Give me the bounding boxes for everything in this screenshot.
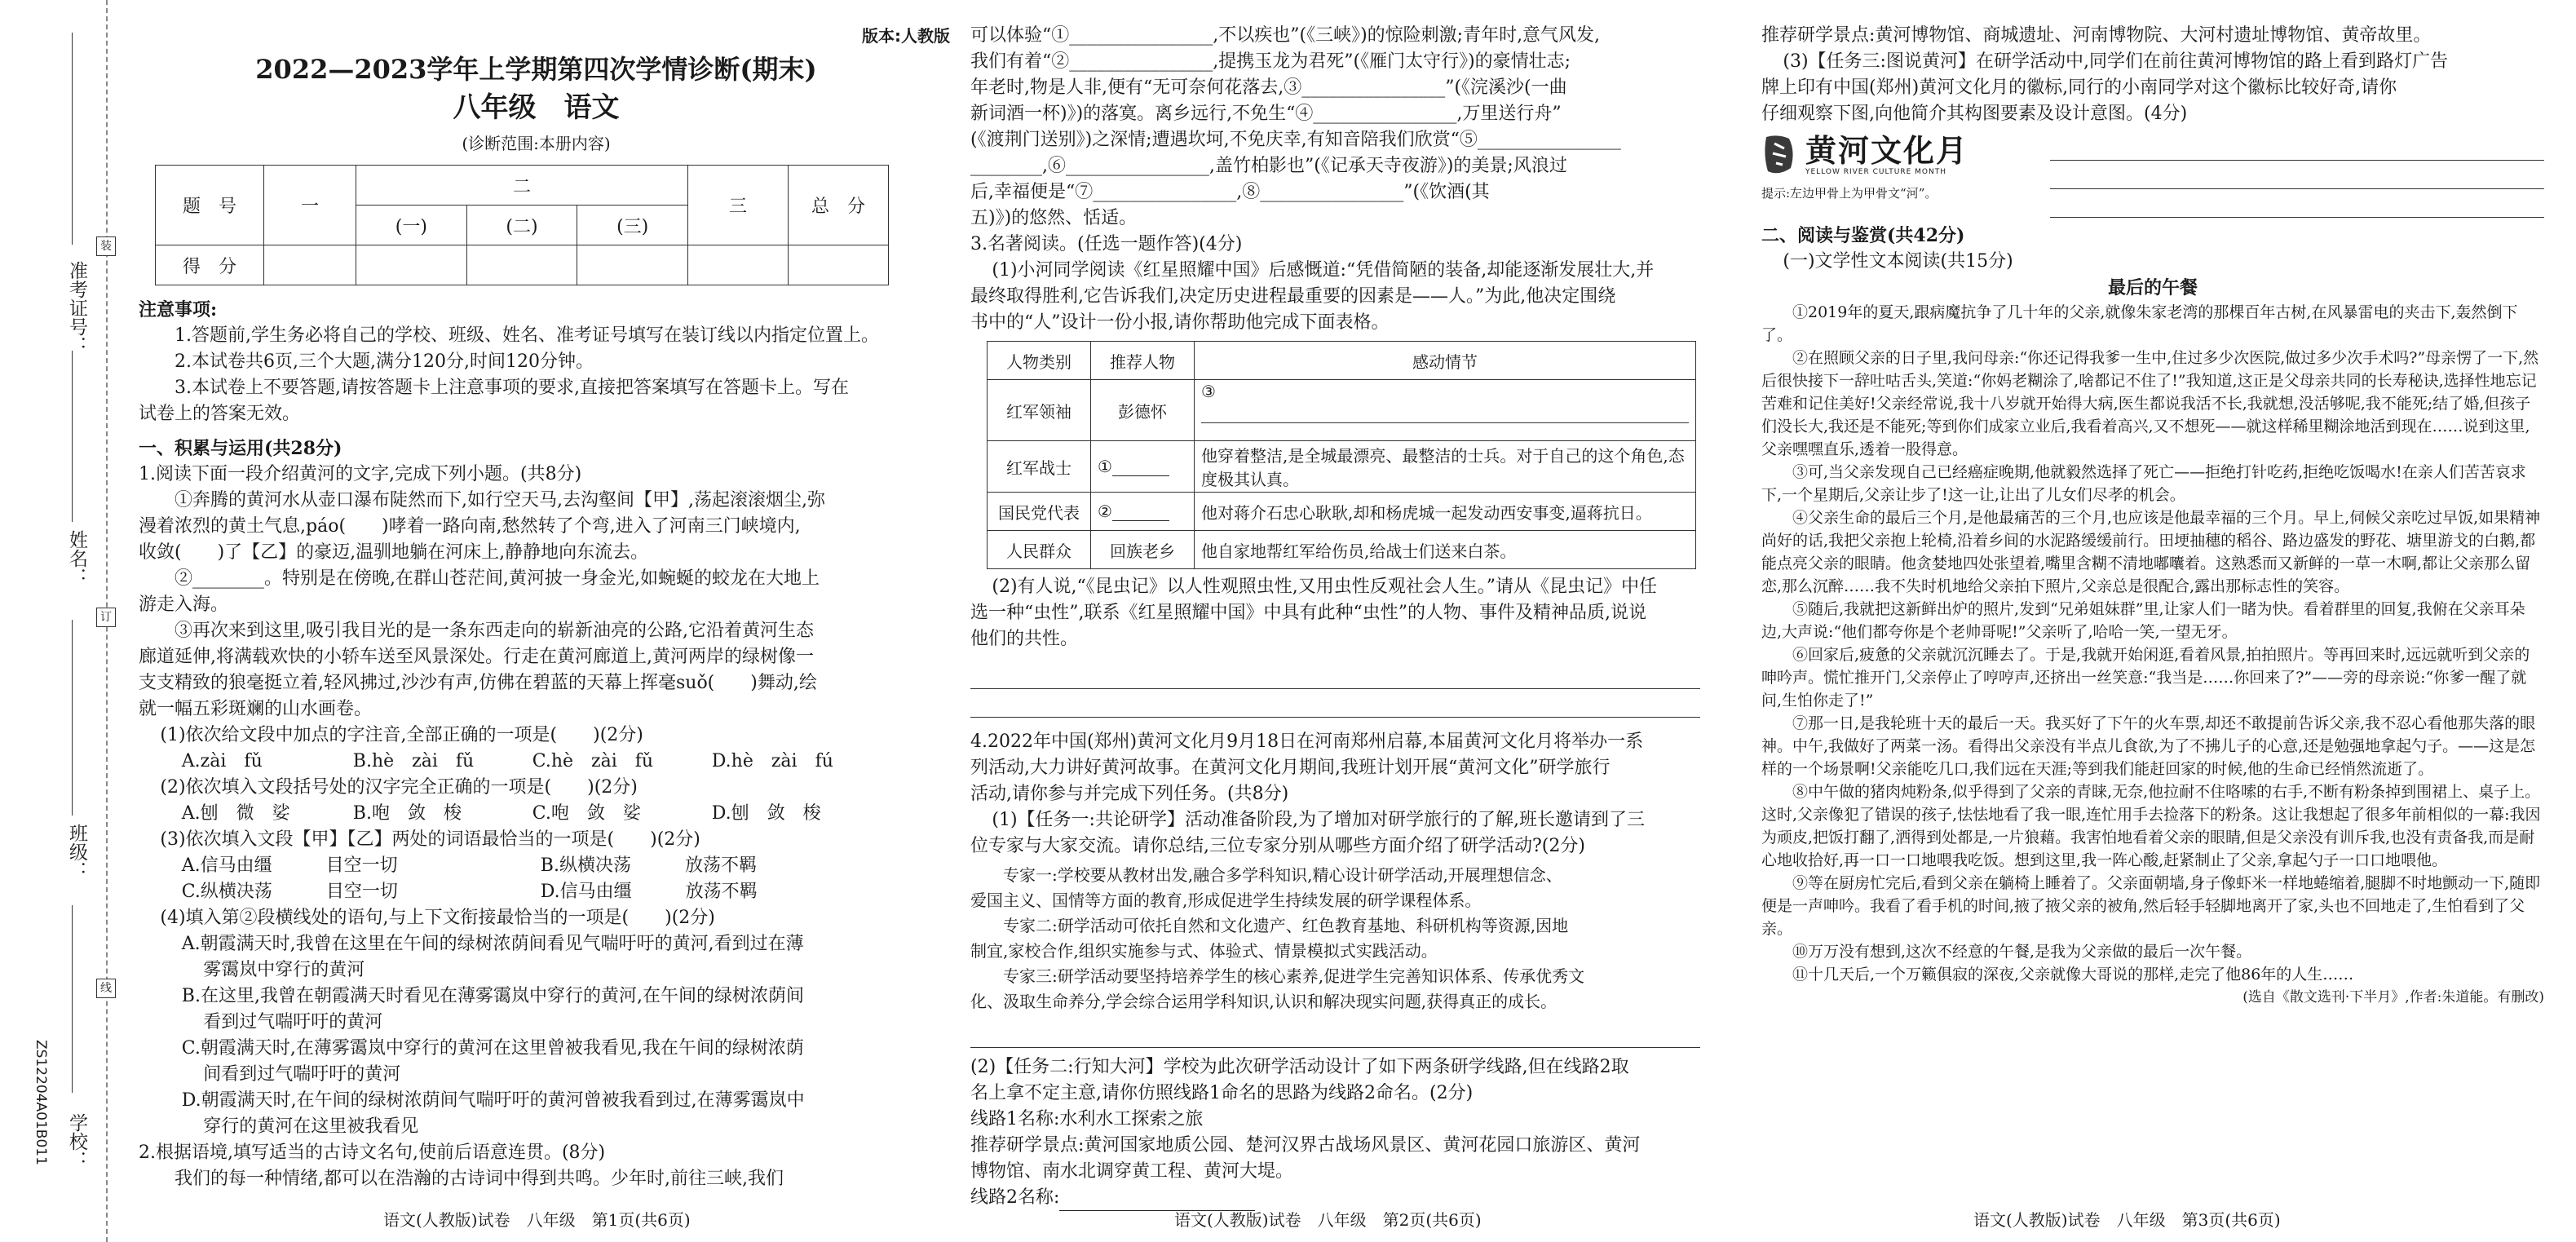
section-1-title: 一、积累与运用(共28分) <box>139 438 342 459</box>
task-3: (3)【任务三:图说黄河】在研学活动中,同学们在前往黄河博物馆的路上看到路灯广告 <box>1783 51 2448 72</box>
option-d-cont[interactable]: 穿行的黄河在这里被我看见 <box>203 1116 419 1137</box>
score-cell[interactable] <box>264 245 356 285</box>
passage-line: ①奔腾的黄河水从壶口瀑布陡然而下,如行空天马,去沟壑间【甲】,荡起滚滚烟尘,弥 <box>175 490 825 511</box>
notice-1: 1.答题前,学生务必将自己的学校、班级、姓名、准考证号填写在装订线以内指定位置上。 <box>175 325 879 346</box>
row-story: 他穿着整洁,是全城最漂亮、最整洁的士兵。对于自己的这个角色,态度极其认真。 <box>1195 441 1696 493</box>
character-table <box>987 341 1696 569</box>
option-d[interactable]: D.信马由缰 放荡不羁 <box>540 882 758 902</box>
option-c-cont[interactable]: 间看到过气喘吁吁的黄河 <box>203 1064 401 1085</box>
version-label: 版本:人教版 <box>862 26 950 46</box>
passage-line: 漫着浓烈的黄土气息,páo( )哮着一路向南,愁然转了个弯,进入了河南三门峡境内, <box>139 516 801 537</box>
story-paragraph: ⑥回家后,疲惫的父亲就沉沉睡去了。于是,我就开始闲逛,看着风景,拍拍照片。等再回来时,远远就听到父亲的呻吟声。慌忙推开门,父亲停止了哼哼声,还挤出一丝笑意:“我当是……你回来了?”——旁的母亲说:“你爹一醒了就问,生怕你走了!” <box>1761 646 2530 709</box>
exam-subtitle: 八年级 语文 <box>453 91 620 124</box>
option-a-cont[interactable]: 雾霭岚中穿行的黄河 <box>203 960 365 980</box>
page-1-footer: 语文(人教版)试卷 八年级 第1页(共6页) <box>383 1210 691 1230</box>
exam-id-line[interactable] <box>72 33 73 245</box>
option-c[interactable]: C.咆 敛 娑 <box>532 803 641 824</box>
task-2: (2)【任务二:行知大河】学校为此次研学活动设计了如下两条研学线路,但在线路2取 <box>970 1057 1629 1077</box>
option-b[interactable]: B.在这里,我曾在朝霞满天时看见在薄雾霭岚中穿行的黄河,在午间的绿树浓荫间 <box>181 986 804 1006</box>
passage-line: 就一幅五彩斑斓的山水画卷。 <box>139 699 373 719</box>
story-source: (选自《散文选刊·下半月》,作者:朱道能。有删改) <box>2242 989 2544 1006</box>
answer-line[interactable] <box>970 661 1700 689</box>
page-3 <box>1761 23 2544 1009</box>
score-cell[interactable] <box>789 245 889 285</box>
answer-line[interactable] <box>970 689 1700 718</box>
sub-question-4: (4)填入第②段横线处的语句,与上下文衔接最恰当的一项是( )(2分) <box>160 908 715 928</box>
passage-line: 廊道延伸,将满载欢快的小轿车送至风景深处。行走在黄河廊道上,黄河两岸的绿树像一 <box>139 647 814 667</box>
page-1 <box>139 23 950 1192</box>
story-paragraph: ⑦那一日,是我轮班十天的最后一天。我买好了下午的火车票,却还不敢提前告诉父亲,我不忍心看他那失落的眼神。中午,我做好了两菜一汤。看得出父亲没有半点儿食欲,为了不拂儿子的心意,还是勉强地拿起勺子。——这是怎样的一个场景啊!父亲能吃几口,我们远在天涯;等到我们能赶回家的时候,他的生命已经悄然流逝了。 <box>1761 714 2536 778</box>
option-d[interactable]: D.hè zài fú <box>711 751 833 771</box>
answer-line[interactable] <box>1201 395 1689 423</box>
exam-id-label: 准考证号： <box>66 261 87 355</box>
notice-2: 2.本试卷共6页,三个大题,满分120分,时间120分钟。 <box>175 351 594 372</box>
sub-question-1: (1)依次给文段中加点的字注音,全部正确的一项是( )(2分) <box>160 725 643 745</box>
score-cell[interactable] <box>577 245 688 285</box>
question-1: 1.阅读下面一段介绍黄河的文字,完成下列小题。(共8分) <box>139 464 582 484</box>
option-a[interactable]: A.刨 微 娑 <box>181 803 290 824</box>
row-story: 他自家地帮红军给伤员,给战士们送来白茶。 <box>1195 531 1696 569</box>
option-d[interactable]: D.朝霞满天时,在午间的绿树浓荫间气喘吁吁的黄河曾被我看到过,在薄雾霭岚中 <box>181 1090 805 1111</box>
q3-option-2: 选一种“虫性”,联系《红星照耀中国》中具有此种“虫性”的人物、事件及精神品质,说说 <box>970 603 1646 623</box>
sub-question-2: (2)依次填入文段括号处的汉字完全正确的一项是( )(2分) <box>160 777 638 798</box>
expert-1: 爱国主义、国情等方面的教育,形成促进学生持续发展的研学课程体系。 <box>970 891 1482 910</box>
score-col-2: 二 <box>356 166 688 206</box>
score-row-label: 得 分 <box>156 245 264 285</box>
question-3: 3.名著阅读。(任选一题作答)(4分) <box>970 234 1243 254</box>
poem-fill-line[interactable]: 新词酒一杯)》)的落寞。离乡远行,不免生“④________________,万里送行舟” <box>970 104 1562 124</box>
page-3-footer: 语文(人教版)试卷 八年级 第3页(共6页) <box>1973 1210 2281 1230</box>
story-paragraph: ②在照顾父亲的日子里,我问母亲:“你还记得我爹一生中,住过多少次医院,做过多少次手术吗?”母亲愣了一下,然后很快接下一辞吐咕舌头,笑道:“你妈老糊涂了,啥都记不住了!”我知道,这正是父母亲共同的长寿秘诀,选择性地忘记苦难和记住美好!父亲经常说,我十八岁就开始得大病,医生都说我活不长,我就想,没活够呢,我不能死;结了婚,但孩子们没长大,我还是不能死;等到你们成家立业后,我看着高兴,又不想死——就这样稀里糊涂地活到现在……说到这里,父亲嘿嘿直乐,透着一股得意。 <box>1761 349 2539 458</box>
logo-text: 黄河文化月 <box>1805 132 1969 169</box>
option-d[interactable]: D.刨 敛 梭 <box>711 803 821 824</box>
row-category: 红军战士 <box>988 441 1091 493</box>
school-line[interactable] <box>72 905 73 1093</box>
score-sub-3: (三) <box>577 206 688 245</box>
score-cell[interactable] <box>688 245 789 285</box>
page-2 <box>970 23 1700 1211</box>
expert-3: 专家三:研学活动要坚持培养学生的核心素养,促进学生完善知识体系、传承优秀文 <box>1003 966 1585 986</box>
question-2: 2.根据语境,填写适当的古诗文名句,使前后语意连贯。(8分) <box>139 1143 606 1163</box>
notice-title: 注意事项: <box>139 299 218 320</box>
class-label: 班级： <box>66 824 87 880</box>
answer-blank[interactable] <box>1112 520 1169 521</box>
table-row <box>988 493 1696 531</box>
answer-marker: ② <box>1098 502 1112 521</box>
score-sub-2: (二) <box>466 206 577 245</box>
row-person: 回族老乡 <box>1091 531 1195 569</box>
option-c[interactable]: C.hè zài fǔ <box>532 751 654 771</box>
school-label: 学校： <box>66 1113 87 1169</box>
row-category: 红军领袖 <box>988 380 1091 441</box>
row-story: 他对蒋介石忠心耿耿,却和杨虎城一起发动西安事变,逼蒋抗日。 <box>1195 493 1696 531</box>
passage-line: 收敛( )了【乙】的豪迈,温驯地躺在河床上,静静地向东流去。 <box>139 542 649 563</box>
notice-4: 试卷上的答案无效。 <box>139 404 301 424</box>
name-line[interactable] <box>72 351 73 522</box>
class-line[interactable] <box>72 620 73 815</box>
table-row <box>988 380 1696 441</box>
story-paragraph: ⑤随后,我就把这新鲜出炉的照片,发到“兄弟姐妹群”里,让家人们一睹为快。看着群里的回复,我俯在父亲耳朵边,大声说:“他们都夸你是个老帅哥呢!”父亲听了,哈哈一笑,一望无牙。 <box>1761 600 2525 641</box>
option-b-cont[interactable]: 看到过气喘吁吁的黄河 <box>203 1012 383 1032</box>
answer-line[interactable] <box>2050 161 2544 189</box>
exam-title: 2022—2023学年上学期第四次学情诊断(期末) <box>255 54 817 85</box>
passage-line: ③再次来到这里,吸引我目光的是一条东西走向的崭新油亮的公路,它沿着黄河生态 <box>175 621 814 641</box>
poem-fill-line[interactable]: 可以体验“①________________,不以疾也”(《三峡》)的惊险刺激;青年时,意气风发, <box>970 25 1601 46</box>
task-3: 仔细观察下图,向他简介其构图要素及设计意图。(4分) <box>1761 104 2188 124</box>
table-row <box>988 531 1696 569</box>
cut-mark-3: 线 <box>96 979 116 998</box>
route-1-spots: 推荐研学景点:黄河国家地质公园、楚河汉界古战场风景区、黄河花园口旅游区、黄河 <box>970 1135 1641 1156</box>
expert-3: 化、汲取生命养分,学会综合运用学科知识,认识和解决现实问题,获得真正的成长。 <box>970 992 1558 1011</box>
option-b[interactable]: B.hè zài fǔ <box>352 751 475 771</box>
score-cell[interactable] <box>356 245 467 285</box>
story-paragraph: ⑪十几天后,一个万籁俱寂的深夜,父亲就像大哥说的那样,走完了他86年的人生…… <box>1792 966 2354 983</box>
cut-mark-1: 装 <box>96 236 116 256</box>
table-header: 感动情节 <box>1195 342 1696 380</box>
option-a[interactable]: A.朝霞满天时,我曾在这里在午间的绿树浓荫间看见气喘吁吁的黄河,看到过在薄 <box>181 934 804 954</box>
option-b[interactable]: B.纵横决荡 放荡不羁 <box>540 855 757 876</box>
story-paragraph: ④父亲生命的最后三个月,是他最痛苦的三个月,也应该是他最幸福的三个月。早上,伺候父亲吃过早饭,如果精神尚好的话,我把父亲抱上轮椅,沿着乡间的水泥路缓缓前行。田埂抽穗的稻谷、路边盛发的野花、塘里游戈的白鹅,都能点亮父亲的眼睛。他贪婪地四处张望着,嘴里含糊不清地嘟囔着。这熟悉而又新鲜的一草一木啊,都让父亲那么留恋,那么沉醉……我不失时机地给父亲拍下照片,父亲总是很配合,露出那标志性的笑容。 <box>1761 509 2541 595</box>
score-col-3: 三 <box>688 166 789 245</box>
q3-prompt: 最终取得胜利,它告诉我们,决定历史进程最重要的因素是——人。”为此,他决定围绕 <box>970 286 1616 307</box>
score-col-title: 题 号 <box>156 166 264 245</box>
question-4: 活动,请你参与并完成下列任务。(共8分) <box>970 784 1289 804</box>
oracle-bone-icon <box>1761 132 1799 178</box>
route-1-spots: 博物馆、南水北调穿黄工程、黄河大堤。 <box>970 1161 1294 1182</box>
row-category: 人民群众 <box>988 531 1091 569</box>
row-person-answer[interactable] <box>1091 493 1195 531</box>
table-header: 人物类别 <box>988 342 1091 380</box>
logo-en: YELLOW RIVER CULTURE MONTH <box>1805 168 1946 176</box>
answer-marker: ① <box>1098 457 1112 476</box>
story-paragraph: ①2019年的夏天,跟病魔抗争了几十年的父亲,就像朱家老湾的那棵百年古树,在风暴雷电的夹击下,轰然倒下了。 <box>1761 303 2518 344</box>
answer-line[interactable] <box>2050 189 2544 218</box>
task-3: 牌上印有中国(郑州)黄河文化月的徽标,同行的小南同学对这个徽标比较好奇,请你 <box>1761 77 2397 98</box>
logo-figure <box>1761 132 2030 218</box>
poem-fill-line[interactable]: 年老时,物是人非,便有“无可奈何花落去,③________________”(《浣溪沙(一曲 <box>970 77 1567 98</box>
poem-fill-line[interactable]: ________,⑥________________,盖竹柏影也”(《记承天寺夜游》)的美景;风浪过 <box>970 156 1567 176</box>
row-category: 国民党代表 <box>988 493 1091 531</box>
page-2-footer: 语文(人教版)试卷 八年级 第2页(共6页) <box>1174 1210 1482 1230</box>
q3-option-2: 他们的共性。 <box>970 629 1079 649</box>
sub-question-3: (3)依次填入文段【甲】【乙】两处的词语最恰当的一项是( )(2分) <box>160 829 700 850</box>
question-4: 4.2022年中国(郑州)黄河文化月9月18日在河南郑州启幕,本届黄河文化月将举办一系 <box>970 731 1644 752</box>
passage-line: 支支精致的狼毫挺立着,轻风拂过,沙沙有声,仿佛在碧蓝的天幕上挥毫suǒ( )舞动,绘 <box>139 673 817 693</box>
expert-2: 专家二:研学活动可依托自然和文化遗产、红色教育基地、科研机构等资源,因地 <box>1003 916 1569 935</box>
score-col-total: 总 分 <box>789 166 889 245</box>
expert-2: 制宜,家校合作,组织实施参与式、体验式、情景模拟式实践活动。 <box>970 941 1438 961</box>
answer-line[interactable] <box>970 1019 1700 1048</box>
question-4: 列活动,大力讲好黄河故事。在黄河文化月期间,我班计划开展“黄河文化”研学旅行 <box>970 758 1611 778</box>
score-table <box>155 165 889 285</box>
expert-1: 专家一:学校要从教材出发,融合多学科知识,精心设计研学活动,开展理想信念、 <box>1003 865 1562 885</box>
score-sub-1: (一) <box>356 206 467 245</box>
serial-number: ZS12204A01B011 <box>33 1040 49 1165</box>
story-title: 最后的午餐 <box>2107 277 2198 298</box>
story-paragraph: ⑧中午做的猪肉炖粉条,似乎得到了父亲的青睐,无奈,他拉耐不住咯嗦的右手,不断有粉条掉到围裙上、桌子上。这时,父亲像犯了错误的孩子,怯怯地看了我一眼,连忙用手去捡落下的粉条。这让我想起了很多年前相似的一幕:我因为顽皮,把饭打翻了,洒得到处都是,一片狼藉。我害怕地看着父亲的眼睛,但是父亲没有训斥我,也没有责备我,而是耐心地收拾好,再一口一口地喂我吃饭。想到这里,我一阵心酸,赶紧制止了父亲,拿起勺子一口口地喂他。 <box>1761 783 2541 869</box>
answer-line[interactable] <box>2050 132 2544 161</box>
passage-line: ②________。特别是在傍晚,在群山苍茫间,黄河披一身金光,如蜿蜒的蛟龙在大地上 <box>175 568 820 589</box>
binding-margin <box>0 0 112 1242</box>
exam-scope: (诊断范围:本册内容) <box>462 134 611 153</box>
row-story-answer[interactable] <box>1195 380 1696 441</box>
poem-fill-line[interactable]: (《渡荆门送别》)之深情;遭遇坎坷,不免庆幸,有知音陪我们欣赏“⑤________________ <box>970 130 1621 150</box>
table-row <box>988 441 1696 493</box>
route-2-label: 线路2名称: <box>970 1187 1060 1208</box>
cut-mark-2: 订 <box>96 608 116 627</box>
option-c[interactable]: C.朝霞满天时,在薄雾霭岚中穿行的黄河在这里曾被我看见,我在午间的绿树浓荫 <box>181 1038 804 1059</box>
option-b[interactable]: B.咆 敛 梭 <box>352 803 462 824</box>
story-paragraph: ⑩万万没有想到,这次不经意的午餐,是我为父亲做的最后一次午餐。 <box>1792 943 2252 961</box>
answer-blank[interactable] <box>1112 475 1169 476</box>
task-2: 名上拿不定主意,请你仿照线路1命名的思路为线路2命名。(2分) <box>970 1083 1474 1103</box>
name-label: 姓名： <box>66 530 87 586</box>
subsection-title: (一)文学性文本阅读(共15分) <box>1783 251 2013 272</box>
section-2-title: 二、阅读与鉴赏(共42分) <box>1761 225 1965 246</box>
score-cell[interactable] <box>466 245 577 285</box>
poem-fill-line[interactable]: 后,幸福便是“⑦________________,⑧________________”(《饮酒(其 <box>970 182 1490 202</box>
row-person: 彭德怀 <box>1091 380 1195 441</box>
logo-hint: 提示:左边甲骨上为甲骨文“河”。 <box>1761 186 1938 201</box>
q3-option-2: (2)有人说,“《昆虫记》以人性观照虫性,又用虫性反观社会人生。”请从《昆虫记》中任 <box>992 577 1658 597</box>
q3-prompt: (1)小河同学阅读《红星照耀中国》后感慨道:“凭借简陋的装备,却能逐渐发展壮大,并 <box>992 260 1655 281</box>
score-col-1: 一 <box>264 166 356 245</box>
task-1: 位专家与大家交流。请你总结,三位专家分别从哪些方面介绍了研学活动?(2分) <box>970 836 1585 856</box>
row-person-answer[interactable] <box>1091 441 1195 493</box>
poem-fill-line[interactable]: 我们有着“②________________,提携玉龙为君死”(《雁门太守行》)的豪情壮志; <box>970 51 1571 72</box>
poem-fill-line[interactable]: 五)》)的悠然、恬适。 <box>970 208 1138 228</box>
option-c[interactable]: C.纵横决荡 目空一切 <box>181 882 398 902</box>
q3-prompt: 书中的“人”设计一份小报,请你帮助他完成下面表格。 <box>970 312 1390 333</box>
notice-3: 3.本试卷上不要答题,请按答题卡上注意事项的要求,直接把答案填写在答题卡上。写在 <box>175 378 849 398</box>
option-a[interactable]: A.zài fǔ <box>181 751 263 771</box>
passage-line: 我们的每一种情绪,都可以在浩瀚的古诗词中得到共鸣。少年时,前往三峡,我们 <box>175 1169 784 1189</box>
answer-marker: ③ <box>1201 382 1216 401</box>
passage-line: 游走入海。 <box>139 594 229 615</box>
task-1: (1)【任务一:共论研学】活动准备阶段,为了增加对研学旅行的了解,班长邀请到了三 <box>992 810 1645 830</box>
route-2-spots: 推荐研学景点:黄河博物馆、商城遗址、河南博物院、大河村遗址博物馆、黄帝故里。 <box>1761 25 2432 46</box>
story-paragraph: ⑨等在厨房忙完后,看到父亲在躺椅上睡着了。父亲面朝墙,身子像虾米一样地蜷缩着,腿脚不时地颤动一下,随即便是一声呻吟。我看了看手机的时间,掖了掖父亲的被角,然后轻手轻脚地离开了家,头也不回地走了,生怕看到了父亲。 <box>1761 874 2541 938</box>
story-paragraph: ③可,当父亲发现自己已经癌症晚期,他就毅然选择了死亡——拒绝打针吃药,拒绝吃饭喝水!在亲人们苦苦哀求下,一个星期后,父亲让步了!这一让,让出了儿女们尽孝的机会。 <box>1761 463 2526 504</box>
table-header: 推荐人物 <box>1091 342 1195 380</box>
option-a[interactable]: A.信马由缰 目空一切 <box>181 855 398 876</box>
route-1: 线路1名称:水利水工探索之旅 <box>970 1109 1204 1129</box>
